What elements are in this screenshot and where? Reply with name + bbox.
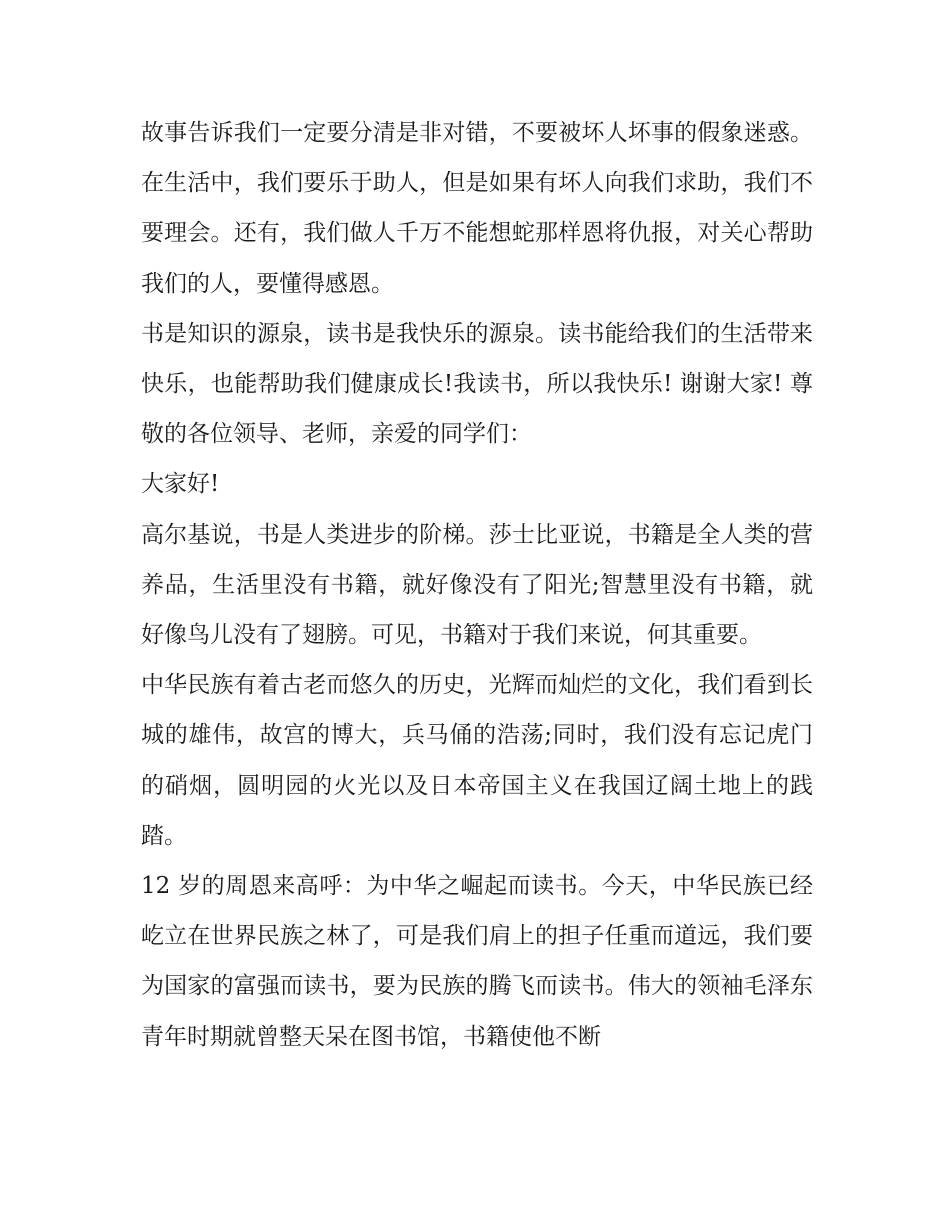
paragraph-gratitude: 故事告诉我们一定要分清是非对错，不要被坏人坏事的假象迷惑。在生活中，我们要乐于助人，但是如果有坏人向我们求助，我们不要理会。还有，我们做人千万不能想蛇那样恩将仇报，对关心帮助我们的人，要懂得感恩。: [141, 120, 813, 297]
paragraph-history: 中华民族有着古老而悠久的历史，光辉而灿烂的文化，我们看到长城的雄伟，故宫的博大，兵马俑的浩荡;同时，我们没有忘记虎门的硝烟，圆明园的火光以及日本帝国主义在我国辽阔土地上的践踏。: [141, 672, 813, 849]
document-body: [141, 108, 813, 1062]
paragraph-zhou-enlai: 12 岁的周恩来高呼：为中华之崛起而读书。今天，中华民族已经屹立在世界民族之林了，可是我们肩上的担子任重而道远，我们要为国家的富强而读书，要为民族的腾飞而读书。伟大的领袖毛泽东青年时期就曾整天呆在图书馆，书籍使他不断: [141, 873, 813, 1050]
paragraph-quotes: 高尔基说，书是人类进步的阶梯。莎士比亚说，书籍是全人类的营养品，生活里没有书籍，就好像没有了阳光;智慧里没有书籍，就好像鸟儿没有了翅膀。可见，书籍对于我们来说，何其重要。: [141, 521, 813, 649]
paragraph-greeting: 大家好!: [141, 471, 220, 498]
paragraph-reading-joy: 书是知识的源泉，读书是我快乐的源泉。读书能给我们的生活带来快乐，也能帮助我们健康成长!我读书，所以我快乐! 谢谢大家! 尊敬的各位领导、老师，亲爱的同学们：: [141, 320, 813, 448]
